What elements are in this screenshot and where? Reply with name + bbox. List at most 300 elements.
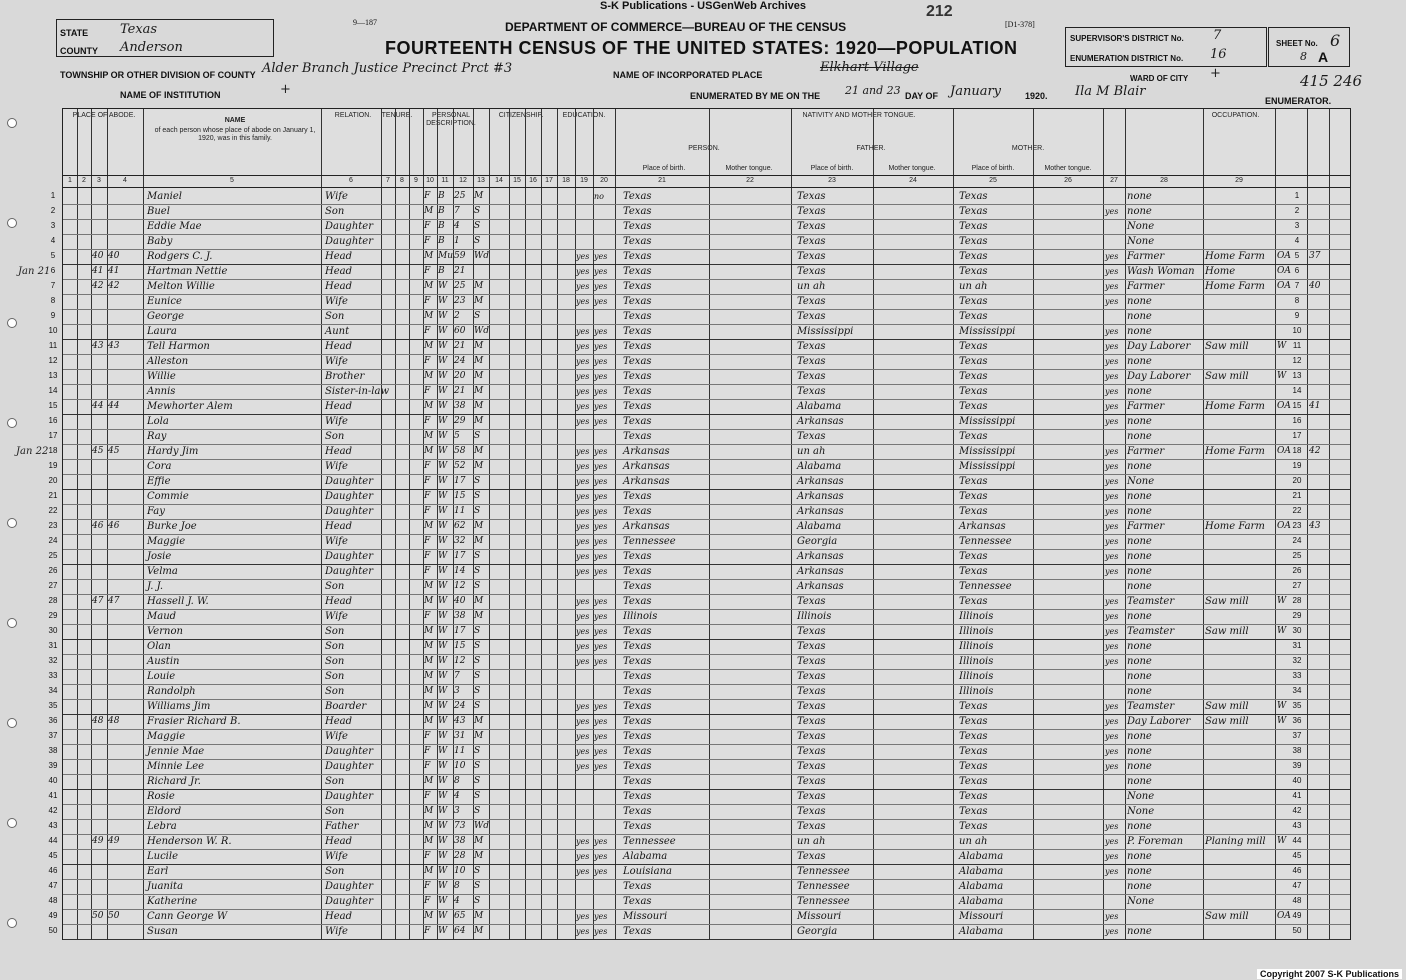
age: 32 [454,536,466,546]
class-of-worker: W [1277,626,1287,636]
birthplace: Louisiana [623,866,672,877]
father-birthplace: Texas [797,671,826,682]
relation: Son [325,776,345,787]
relation: Daughter [325,566,373,577]
mother-birthplace: Texas [959,506,988,517]
line-number: 16 [1292,416,1302,425]
line-number: 38 [1292,746,1302,755]
line-number: 9 [50,311,56,320]
mother-birthplace: Texas [959,251,988,262]
birthplace: Arkansas [623,476,670,487]
marital-status: M [474,851,484,861]
speaks-english: yes [1105,627,1119,636]
header-education: EDUCATION. [562,112,606,119]
day-of-label: DAY OF [905,91,939,101]
can-read: yes [576,282,590,291]
age: 4 [454,791,460,801]
can-read: yes [576,507,590,516]
sex: M [424,821,434,831]
class-of-worker: OA [1277,911,1291,921]
column-number: 22 [746,177,754,184]
can-write: yes [594,252,608,261]
race: W [438,716,448,726]
birthplace: Texas [623,641,652,652]
header-occupation: OCCUPATION. [1211,112,1260,119]
dwelling-number: 44 [92,401,104,411]
age: 12 [454,581,466,591]
speaks-english: yes [1105,342,1119,351]
father-birthplace: Texas [797,371,826,382]
person-name: Josie [147,551,172,562]
person-name: Fay [147,506,165,517]
line-number: 13 [1292,371,1302,380]
person-name: Maniel [147,191,182,202]
line-number: 45 [1292,851,1302,860]
person-name: George [147,311,185,322]
can-read: yes [576,762,590,771]
marital-status: M [474,341,484,351]
age: 40 [454,596,466,606]
class-of-worker: W [1277,701,1287,711]
table-row [63,729,1350,744]
race: W [438,551,448,561]
dwelling-number: 42 [92,281,104,291]
sex: F [424,536,431,546]
census-table [62,108,1351,940]
enumerator-value: Ila M Blair [1075,84,1146,99]
race: W [438,926,448,936]
person-name: Maud [147,611,177,622]
occupation: none [1127,746,1152,757]
table-row [63,369,1350,384]
marital-status: S [474,431,481,441]
race: W [438,626,448,636]
occupation: Teamster [1127,626,1175,637]
age: 64 [454,926,466,936]
speaks-english: yes [1105,297,1119,306]
table-row [63,699,1350,714]
relation: Wife [325,461,348,472]
line-number: 16 [48,416,58,425]
line-number: 43 [48,821,58,830]
birthplace: Illinois [623,611,658,622]
line-number: 22 [1292,506,1302,515]
line-number: 44 [1292,836,1302,845]
mother-birthplace: un ah [959,281,988,292]
class-of-worker: W [1277,371,1287,381]
can-read: yes [576,732,590,741]
table-row [63,909,1350,924]
line-number: 44 [48,836,58,845]
father-birthplace: Arkansas [797,476,844,487]
line-number: 36 [48,716,58,725]
column-number: 17 [545,177,553,184]
table-row [63,339,1350,354]
line-number: 7 [1294,281,1300,290]
mother-birthplace: Missouri [959,911,1004,922]
line-number: 15 [48,401,58,410]
age: 52 [454,461,466,471]
table-row [63,519,1350,534]
occupation: Farmer [1127,446,1165,457]
mother-birthplace: Texas [959,746,988,757]
marital-status: M [474,401,484,411]
person-name: Louie [147,671,176,682]
column-number: 18 [562,177,570,184]
age: 14 [454,566,466,576]
speaks-english: yes [1105,597,1119,606]
line-number: 12 [1292,356,1302,365]
can-write: no [594,192,604,201]
occupation: None [1127,221,1155,232]
age: 17 [454,476,466,486]
mother-birthplace: Texas [959,341,988,352]
line-number: 30 [1292,626,1302,635]
birthplace: Texas [623,491,652,502]
line-number: 25 [48,551,58,560]
age: 1 [454,236,460,246]
birthplace: Texas [623,266,652,277]
line-number: 18 [1292,446,1302,455]
mother-birthplace: Texas [959,596,988,607]
side-number: 415 246 [1300,72,1363,90]
table-row [63,744,1350,759]
person-name: Rosie [147,791,175,802]
line-number: 8 [50,296,56,305]
can-write: yes [594,717,608,726]
age: 7 [454,206,460,216]
family-number: 45 [108,446,120,456]
column-number: 3 [97,177,101,184]
relation: Son [325,656,345,667]
marital-status: M [474,731,484,741]
age: 38 [454,401,466,411]
person-name: Susan [147,926,178,937]
line-number: 17 [48,431,58,440]
line-number: 24 [48,536,58,545]
father-birthplace: Texas [797,626,826,637]
line-number: 27 [48,581,58,590]
can-read: yes [576,552,590,561]
marital-status: S [474,746,481,756]
occupation: P. Foreman [1127,836,1184,847]
sex: M [424,311,434,321]
line-number: 35 [48,701,58,710]
table-row [63,894,1350,909]
person-name: Cann George W [147,911,228,922]
age: 38 [454,836,466,846]
father-birthplace: Texas [797,341,826,352]
line-number: 10 [1292,326,1302,335]
binder-hole [7,318,17,328]
binder-hole [7,218,17,228]
speaks-english: yes [1105,492,1119,501]
relation: Daughter [325,896,373,907]
table-row [63,579,1350,594]
line-number: 1 [50,191,56,200]
mother-birthplace: Illinois [959,686,994,697]
can-write: yes [594,642,608,651]
can-write: yes [594,867,608,876]
birthplace: Texas [623,581,652,592]
relation: Head [325,836,353,847]
father-birthplace: Texas [797,821,826,832]
mother-birthplace: Texas [959,191,988,202]
occupation: none [1127,926,1152,937]
occupation: none [1127,761,1152,772]
person-name: Richard Jr. [147,776,201,787]
birthplace: Texas [623,926,652,937]
line-number: 2 [50,206,56,215]
speaks-english: yes [1105,927,1119,936]
banner [0,0,1406,13]
person-name: Buel [147,206,170,217]
can-write: yes [594,927,608,936]
line-number: 21 [48,491,58,500]
column-number: 27 [1110,177,1118,184]
line-number: 5 [50,251,56,260]
father-birthplace: Texas [797,746,826,757]
birthplace: Texas [623,506,652,517]
birthplace: Texas [623,791,652,802]
marital-status: M [474,611,484,621]
can-write: yes [594,372,608,381]
line-number: 42 [48,806,58,815]
birthplace: Texas [623,686,652,697]
column-number: 25 [989,177,997,184]
binder-hole [7,518,17,528]
age: 10 [454,866,466,876]
birthplace: Texas [623,596,652,607]
line-number: 11 [48,341,58,350]
father-birthplace: Alabama [797,401,842,412]
can-read: yes [576,492,590,501]
table-row [63,834,1350,849]
person-name: Melton Willie [147,281,215,292]
father-birthplace: Tennessee [797,866,850,877]
county-label: COUNTY [60,46,98,56]
mother-birthplace: Texas [959,206,988,217]
person-name: Eddie Mae [147,221,202,232]
birthplace: Texas [623,731,652,742]
birthplace: Arkansas [623,461,670,472]
can-read: yes [576,852,590,861]
column-number: 19 [580,177,588,184]
speaks-english: yes [1105,747,1119,756]
speaks-english: yes [1105,642,1119,651]
speaks-english: yes [1105,732,1119,741]
birthplace: Texas [623,671,652,682]
mother-birthplace: Texas [959,431,988,442]
race: Mu [438,251,454,261]
mother-birthplace: Illinois [959,656,994,667]
header-person-pob: Place of birth. [642,165,686,172]
age: 38 [454,611,466,621]
occupation: None [1127,476,1155,487]
header-divider [63,175,1350,176]
dwelling-number: 41 [92,266,104,276]
occupation: none [1127,416,1152,427]
can-write: yes [594,447,608,456]
father-birthplace: Texas [797,761,826,772]
relation: Daughter [325,236,373,247]
age: 15 [454,491,466,501]
can-read: yes [576,702,590,711]
table-row [63,309,1350,324]
mother-birthplace: Illinois [959,611,994,622]
father-birthplace: un ah [797,281,826,292]
father-birthplace: Arkansas [797,581,844,592]
sex: M [424,911,434,921]
mother-birthplace: Tennessee [959,536,1012,547]
mother-birthplace: Arkansas [959,521,1006,532]
line-number: 39 [1292,761,1302,770]
relation: Son [325,431,345,442]
race: W [438,311,448,321]
institution-value: + [280,82,291,97]
line-number: 38 [48,746,58,755]
line-number: 3 [50,221,56,230]
speaks-english: yes [1105,372,1119,381]
race: W [438,566,448,576]
relation: Daughter [325,506,373,517]
supervisor-value: 7 [1213,28,1222,43]
industry: Home Farm [1205,401,1265,412]
sex: F [424,236,431,246]
can-read: yes [576,642,590,651]
relation: Daughter [325,746,373,757]
industry: Saw mill [1205,716,1249,727]
sex: M [424,596,434,606]
can-write: yes [594,552,608,561]
father-birthplace: Tennessee [797,881,850,892]
can-write: yes [594,282,608,291]
sex: M [424,521,434,531]
race: W [438,341,448,351]
family-number: 41 [108,266,120,276]
table-row [63,249,1350,264]
sex: F [424,761,431,771]
sex: M [424,701,434,711]
marital-status: M [474,836,484,846]
table-row [63,504,1350,519]
line-number: 30 [48,626,58,635]
mother-birthplace: Mississippi [959,416,1016,427]
father-birthplace: Texas [797,266,826,277]
header-mother-tongue: Mother tongue. [1044,165,1092,172]
line-number: 29 [48,611,58,620]
table-row [63,489,1350,504]
line-number: 17 [1292,431,1302,440]
marital-status: S [474,506,481,516]
can-write: yes [594,507,608,516]
can-read: yes [576,342,590,351]
marital-status: M [474,416,484,426]
relation: Son [325,581,345,592]
line-number: 32 [1292,656,1302,665]
marital-status: S [474,476,481,486]
binder-hole [7,118,17,128]
person-name: Tell Harmon [147,341,210,352]
race: W [438,356,448,366]
mother-birthplace: Alabama [959,896,1004,907]
age: 7 [454,671,460,681]
occupation: none [1127,686,1152,697]
race: W [438,866,448,876]
person-name: Henderson W. R. [147,836,232,847]
header-tenure: TENURE. [381,112,413,119]
marital-status: S [474,566,481,576]
sex: F [424,896,431,906]
mother-birthplace: Texas [959,731,988,742]
line-number: 37 [1292,731,1302,740]
relation: Wife [325,536,348,547]
table-row [63,219,1350,234]
sex: F [424,296,431,306]
speaks-english: yes [1105,507,1119,516]
birthplace: Texas [623,716,652,727]
banner-title: S-K Publications - USGenWeb Archives [600,0,806,12]
line-number: 25 [1292,551,1302,560]
column-number: 21 [658,177,666,184]
person-name: Burke Joe [147,521,197,532]
birthplace: Texas [623,881,652,892]
sex: M [424,716,434,726]
sex: F [424,926,431,936]
sex: M [424,866,434,876]
sex: M [424,686,434,696]
year-value: 1920. [1025,91,1048,101]
sex: M [424,806,434,816]
race: W [438,506,448,516]
father-birthplace: Missouri [797,911,842,922]
line-number: 21 [1292,491,1302,500]
table-row [63,324,1350,339]
can-read: yes [576,837,590,846]
can-write: yes [594,477,608,486]
person-name: Vernon [147,626,183,637]
occupation: none [1127,206,1152,217]
extra-number: 43 [1309,521,1321,531]
person-name: Eldord [147,806,182,817]
father-birthplace: un ah [797,446,826,457]
marital-status: S [474,671,481,681]
can-read: yes [576,372,590,381]
can-read: yes [576,927,590,936]
occupation: Day Laborer [1127,341,1191,352]
age: 10 [454,761,466,771]
mother-birthplace: Tennessee [959,581,1012,592]
sex: F [424,731,431,741]
sex: M [424,206,434,216]
column-number: 24 [909,177,917,184]
birthplace: Texas [623,656,652,667]
table-row [63,204,1350,219]
speaks-english: yes [1105,852,1119,861]
speaks-english: yes [1105,837,1119,846]
occupation: Farmer [1127,521,1165,532]
can-write: yes [594,357,608,366]
age: 25 [454,281,466,291]
relation: Daughter [325,221,373,232]
father-birthplace: Arkansas [797,566,844,577]
birthplace: Texas [623,251,652,262]
line-number: 42 [1292,806,1302,815]
header-father-tongue: Mother tongue. [888,165,936,172]
can-write: yes [594,492,608,501]
sex: M [424,581,434,591]
age: 28 [454,851,466,861]
